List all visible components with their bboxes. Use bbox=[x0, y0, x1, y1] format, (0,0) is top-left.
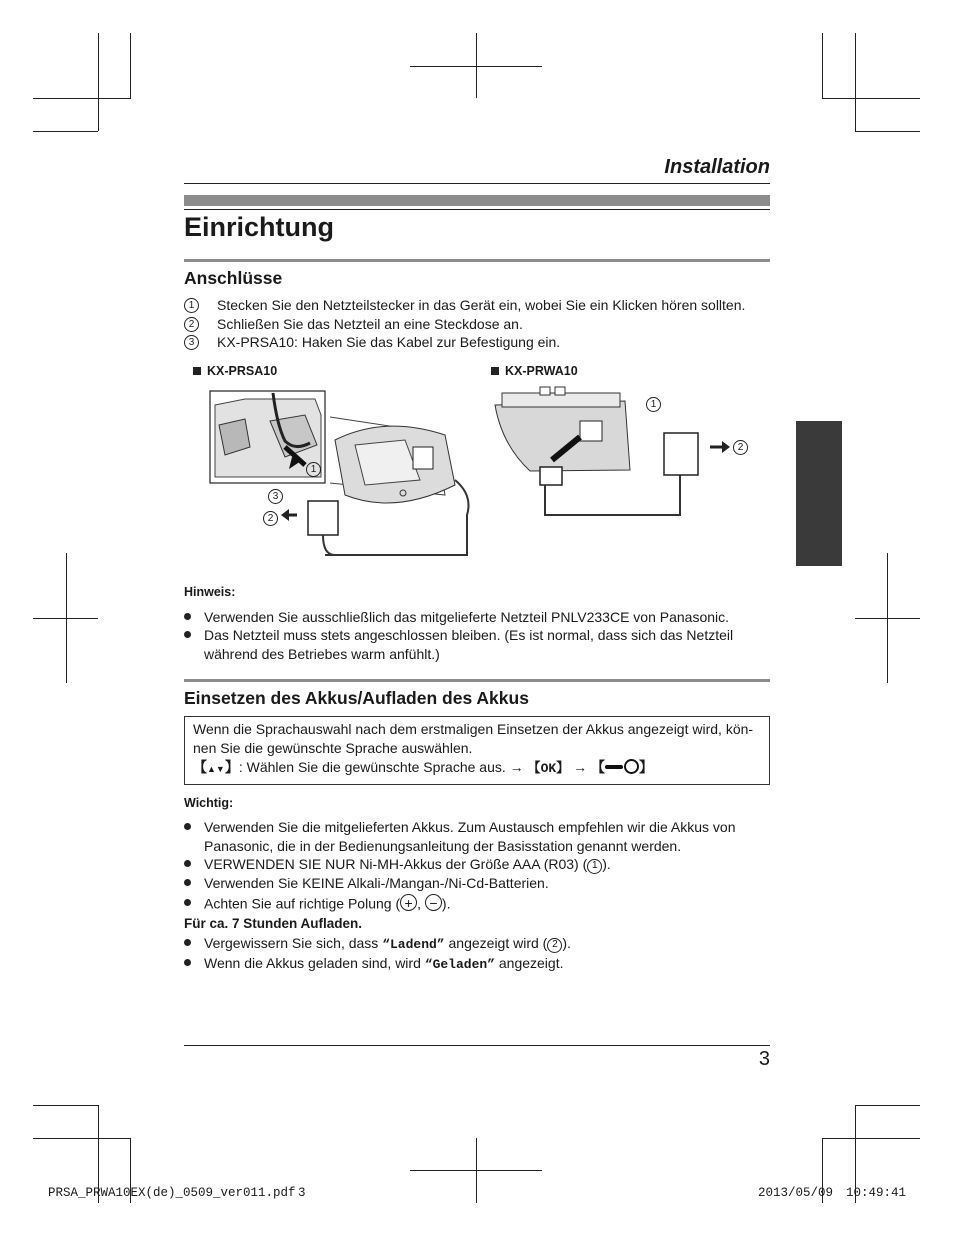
section-tab bbox=[796, 421, 842, 566]
page-title: Einrichtung bbox=[184, 212, 334, 242]
ok-key: 【OK】 bbox=[527, 761, 570, 776]
footer-file: PRSA_PRWA10EX(de)_0509_ver011.pdf bbox=[48, 1186, 296, 1200]
bullet-icon bbox=[184, 899, 191, 906]
title-bar bbox=[184, 195, 770, 206]
figure-label-3: 3 bbox=[268, 489, 283, 504]
wichtig-bullet-6: Wenn die Akkus geladen sind, wird “Geladen” angezeigt. bbox=[184, 954, 770, 974]
footer-rule bbox=[184, 1045, 770, 1046]
minus-pole-icon: − bbox=[425, 894, 442, 911]
charge-time-label: Für ca. 7 Stunden Aufladen. bbox=[184, 916, 363, 931]
footer-page: 3 bbox=[298, 1186, 306, 1200]
bullet-icon bbox=[184, 613, 191, 620]
bullet-icon bbox=[184, 823, 191, 830]
figure-label-1-right: 1 bbox=[646, 397, 661, 412]
plus-pole-icon: + bbox=[400, 894, 417, 911]
figure-label-2-right: 2 bbox=[733, 440, 748, 455]
bullet-icon bbox=[184, 959, 191, 966]
section-label: Installation bbox=[664, 156, 770, 178]
hinweis-label: Hinweis: bbox=[184, 585, 236, 599]
figure-label-1: 1 bbox=[306, 462, 321, 477]
bullet-icon bbox=[184, 879, 191, 886]
model-label-right: KX-PRWA10 bbox=[491, 364, 578, 378]
step-number: 1 bbox=[184, 298, 199, 313]
section-divider-2 bbox=[184, 679, 770, 682]
bullet-icon bbox=[184, 860, 191, 867]
charger-prwa10-illustration bbox=[490, 385, 770, 525]
bullet-icon bbox=[184, 631, 191, 638]
title-rule bbox=[184, 209, 770, 210]
footer-time: 10:49:41 bbox=[846, 1186, 907, 1200]
language-info-box: Wenn die Sprachauswahl nach dem erstmaligen Einsetzen der Akkus angezeigt wird, kön- nen Sie die gewünschte Sprache auswählen. 【▲▼】: Wählen Sie die gewünschte Sprache aus. → 【OK】 → 【 】 bbox=[184, 716, 770, 785]
figure-label-2: 2 bbox=[263, 511, 278, 526]
language-instruction: 【▲▼】: Wählen Sie die gewünschte Sprache aus. → 【OK】 → 【 】 bbox=[193, 759, 653, 776]
charger-prsa10-illustration bbox=[205, 385, 485, 565]
wichtig-label: Wichtig: bbox=[184, 796, 234, 810]
bullet-icon bbox=[184, 939, 191, 946]
end-power-key-icon: 【 】 bbox=[590, 759, 653, 775]
header-rule bbox=[184, 183, 770, 184]
hinweis-bullet-2: Das Netzteil muss stets angeschlossen bleiben. (Es ist normal, dass sich das Netzteil während des Betriebes warm anfühlt.) bbox=[184, 626, 754, 664]
step-number: 2 bbox=[184, 317, 199, 332]
nav-key-icon: 【▲▼】 bbox=[193, 759, 239, 775]
step-number: 3 bbox=[184, 335, 199, 350]
anschluesse-heading: Anschlüsse bbox=[184, 268, 283, 288]
wichtig-bullet-1: Verwenden Sie die mitgelieferten Akkus. Zum Austausch empfehlen wir die Akkus von Panasonic, die in der Bedienungsanleitung der Basisstation genannt werden. bbox=[184, 818, 770, 856]
square-bullet-icon bbox=[491, 367, 499, 375]
step-text: Schließen Sie das Netzteil an eine Steckdose an. bbox=[217, 316, 523, 332]
wichtig-bullet-5: Vergewissern Sie sich, dass “Ladend” angezeigt wird ( 2 ). bbox=[184, 934, 770, 954]
wichtig-bullet-4: Achten Sie auf richtige Polung ( + , − ). bbox=[184, 894, 770, 914]
hinweis-bullet-1: Verwenden Sie ausschließlich das mitgelieferte Netzteil PNLV233CE von Panasonic. bbox=[184, 608, 770, 627]
step-text: KX-PRSA10: Haken Sie das Kabel zur Befestigung ein. bbox=[217, 334, 561, 350]
page-number: 3 bbox=[758, 1048, 770, 1070]
step-text: Stecken Sie den Netzteilstecker in das Gerät ein, wobei Sie ein Klicken hören sollten. bbox=[217, 297, 746, 313]
wichtig-bullet-3: Verwenden Sie KEINE Alkali-/Mangan-/Ni-Cd-Batterien. bbox=[184, 874, 770, 893]
square-bullet-icon bbox=[193, 367, 201, 375]
section-divider bbox=[184, 259, 770, 262]
akkus-heading: Einsetzen des Akkus/Aufladen des Akkus bbox=[184, 688, 529, 708]
footer-date: 2013/05/09 bbox=[758, 1186, 834, 1200]
model-label-left: KX-PRSA10 bbox=[193, 364, 277, 378]
wichtig-bullet-2: VERWENDEN SIE NUR Ni-MH-Akkus der Größe AAA (R03) ( 1 ). bbox=[184, 855, 770, 874]
